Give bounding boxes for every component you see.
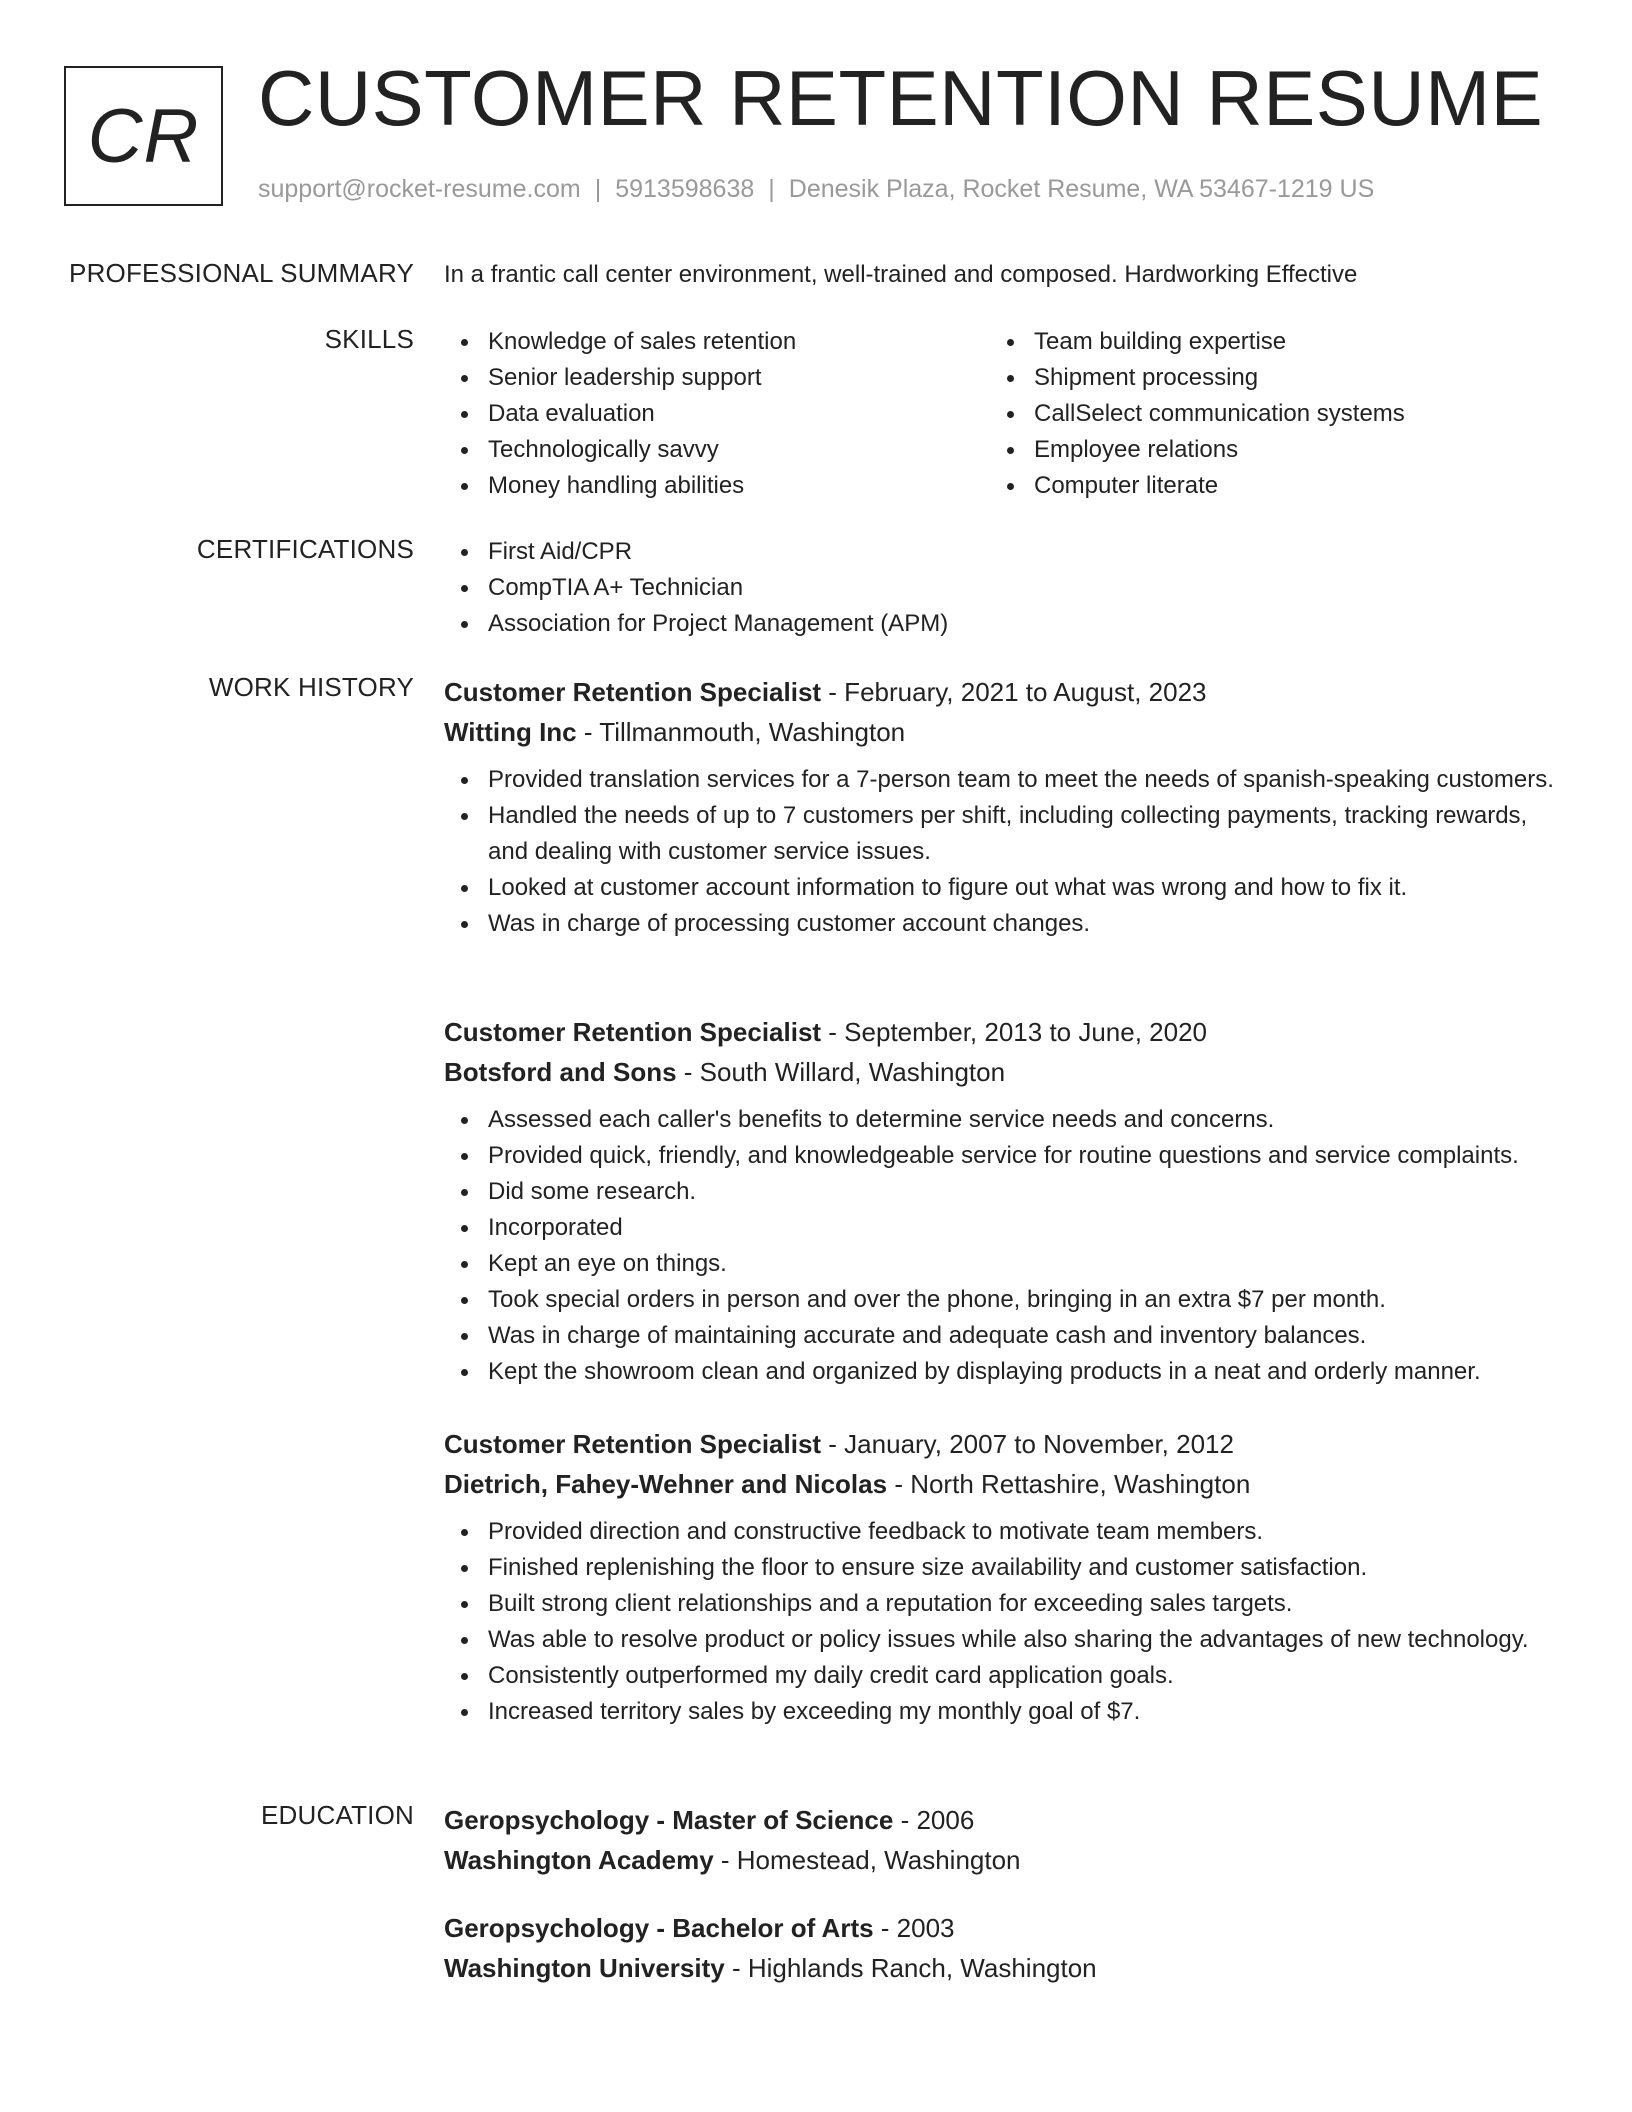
- job-bullet: Built strong client relationships and a reputation for exceeding sales targets.: [444, 1586, 1564, 1622]
- education-year: - 2003: [873, 1913, 955, 1943]
- job-company-line: [444, 1464, 1564, 1504]
- skill-item: Knowledge of sales retention: [444, 324, 990, 360]
- contact-separator: |: [594, 175, 602, 203]
- job-title: Customer Retention Specialist: [444, 677, 822, 707]
- skill-item: Employee relations: [990, 432, 1536, 468]
- education-school: Washington Academy: [444, 1845, 714, 1875]
- skill-item: Team building expertise: [990, 324, 1536, 360]
- job-title: Customer Retention Specialist: [444, 1429, 822, 1459]
- skills-list-left: [444, 324, 990, 504]
- job-bullet: Incorporated: [444, 1210, 1564, 1246]
- skill-item: Data evaluation: [444, 396, 990, 432]
- education-degree-line: [444, 1908, 1564, 1948]
- education-year: - 2006: [893, 1805, 975, 1835]
- skill-item: Money handling abilities: [444, 468, 990, 504]
- job-location: - North Rettashire, Washington: [887, 1469, 1251, 1499]
- job-bullet: Kept an eye on things.: [444, 1246, 1564, 1282]
- section-label-certifications: CERTIFICATIONS: [196, 534, 414, 564]
- contact-phone[interactable]: 5913598638: [615, 175, 755, 203]
- job-company-line: [444, 1052, 1564, 1092]
- job-bullet: Assessed each caller's benefits to determine service needs and concerns.: [444, 1102, 1564, 1138]
- section-label-skills: SKILLS: [324, 324, 414, 354]
- job-company: Botsford and Sons: [444, 1057, 677, 1087]
- job-title: Customer Retention Specialist: [444, 1017, 822, 1047]
- job-entry: [444, 1012, 1564, 1390]
- job-dates: - January, 2007 to November, 2012: [821, 1429, 1234, 1459]
- job-bullet: Took special orders in person and over the phone, bringing in an extra $7 per month.: [444, 1282, 1564, 1318]
- job-title-line: [444, 672, 1564, 712]
- job-bullet: Was able to resolve product or policy issues while also sharing the advantages of new technology.: [444, 1622, 1564, 1658]
- job-entry: [444, 1424, 1564, 1730]
- skills-list-right: [990, 324, 1536, 504]
- education-degree: Geropsychology - Master of Science: [444, 1805, 894, 1835]
- job-dates: - September, 2013 to June, 2020: [821, 1017, 1208, 1047]
- skill-item: Computer literate: [990, 468, 1536, 504]
- education-entry: [444, 1908, 1564, 1988]
- skill-item: CallSelect communication systems: [990, 396, 1536, 432]
- education-school-line: [444, 1840, 1564, 1880]
- monogram-text: CR: [87, 93, 200, 179]
- job-bullets: [444, 1514, 1564, 1730]
- job-company: Dietrich, Fahey-Wehner and Nicolas: [444, 1469, 888, 1499]
- certification-item: CompTIA A+ Technician: [444, 570, 1564, 606]
- resume-title: CUSTOMER RETENTION RESUME: [258, 54, 1544, 142]
- contact-address: Denesik Plaza, Rocket Resume, WA 53467-1219 US: [788, 175, 1375, 203]
- job-bullet: Looked at customer account information to figure out what was wrong and how to fix it.: [444, 870, 1564, 906]
- job-title-line: [444, 1012, 1564, 1052]
- job-bullet: Was in charge of maintaining accurate and adequate cash and inventory balances.: [444, 1318, 1564, 1354]
- job-location: - Tillmanmouth, Washington: [576, 717, 906, 747]
- job-bullet: Finished replenishing the floor to ensure size availability and customer satisfaction.: [444, 1550, 1564, 1586]
- job-title-line: [444, 1424, 1564, 1464]
- education-degree-line: [444, 1800, 1564, 1840]
- job-location: - South Willard, Washington: [676, 1057, 1006, 1087]
- job-bullet: Provided quick, friendly, and knowledgeable service for routine questions and service complaints.: [444, 1138, 1564, 1174]
- education-entry: [444, 1800, 1564, 1880]
- monogram-logo: [64, 66, 223, 206]
- certification-item: Association for Project Management (APM): [444, 606, 1564, 642]
- education-school-line: [444, 1948, 1564, 1988]
- contact-email[interactable]: support@rocket-resume.com: [258, 175, 581, 203]
- skill-item: Technologically savvy: [444, 432, 990, 468]
- job-entry: [444, 672, 1564, 942]
- job-bullet: Increased territory sales by exceeding my monthly goal of $7.: [444, 1694, 1564, 1730]
- section-label-work-history: WORK HISTORY: [208, 672, 414, 702]
- contact-separator: |: [768, 175, 775, 203]
- section-label-education: EDUCATION: [261, 1800, 414, 1830]
- education-school: Washington University: [444, 1953, 725, 1983]
- section-label-summary: PROFESSIONAL SUMMARY: [69, 258, 414, 288]
- job-bullet: Consistently outperformed my daily credit card application goals.: [444, 1658, 1564, 1694]
- job-bullets: [444, 762, 1564, 942]
- job-bullets: [444, 1102, 1564, 1390]
- job-bullet: Provided translation services for a 7-person team to meet the needs of spanish-speaking customers.: [444, 762, 1564, 798]
- job-bullet: Did some research.: [444, 1174, 1564, 1210]
- job-bullet: Was in charge of processing customer account changes.: [444, 906, 1564, 942]
- contact-line: [258, 175, 1374, 204]
- education-degree: Geropsychology - Bachelor of Arts: [444, 1913, 874, 1943]
- job-company-line: [444, 712, 1564, 752]
- job-bullet: Kept the showroom clean and organized by displaying products in a neat and orderly manner.: [444, 1354, 1564, 1390]
- summary-text: In a frantic call center environment, well-trained and composed. Hardworking Effective: [444, 261, 1358, 288]
- certifications-list: [444, 534, 1564, 642]
- job-bullet: Handled the needs of up to 7 customers per shift, including collecting payments, tracking rewards, and dealing with customer service issues.: [444, 798, 1564, 870]
- job-dates: - February, 2021 to August, 2023: [821, 677, 1207, 707]
- education-location: - Homestead, Washington: [713, 1845, 1021, 1875]
- skill-item: Senior leadership support: [444, 360, 990, 396]
- job-company: Witting Inc: [444, 717, 577, 747]
- education-location: - Highlands Ranch, Washington: [724, 1953, 1097, 1983]
- certification-item: First Aid/CPR: [444, 534, 1564, 570]
- job-bullet: Provided direction and constructive feedback to motivate team members.: [444, 1514, 1564, 1550]
- skill-item: Shipment processing: [990, 360, 1536, 396]
